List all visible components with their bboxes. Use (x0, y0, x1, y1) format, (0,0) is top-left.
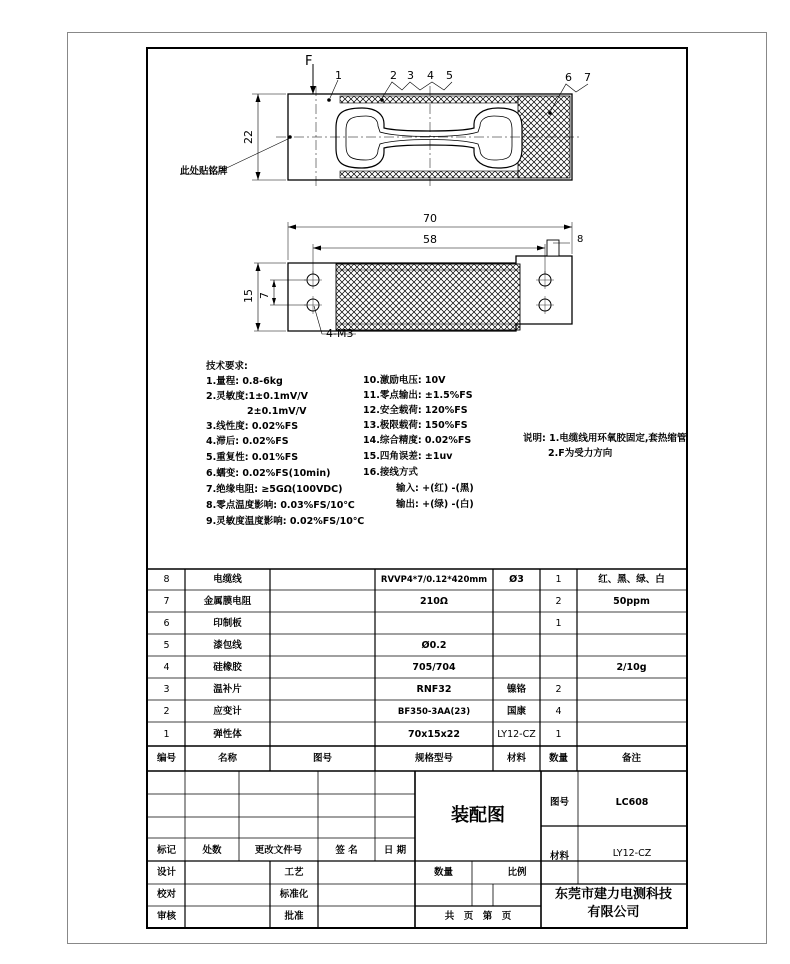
label-approve: 批准 (284, 911, 304, 922)
table-cell: 2/10g (616, 662, 647, 673)
header-no: 编号 (156, 753, 176, 764)
label-quantity: 数量 (433, 867, 453, 878)
table-cell: 镍铬 (506, 684, 526, 695)
dim-height: 22 (242, 130, 255, 144)
table-cell: BF350-3AA(23) (397, 707, 471, 717)
table-cell: 电缆线 (213, 574, 242, 585)
req-16-output: 输出: +(绿) -(白) (396, 499, 474, 510)
table-cell: 7 (163, 596, 170, 607)
req-14: 14.综合精度: 0.02%FS (363, 435, 472, 446)
req-12: 12.安全载荷: 120%FS (363, 405, 468, 416)
table-cell: 705/704 (412, 662, 456, 673)
req-1: 1.量程: 0.8-6kg (206, 376, 283, 387)
table-cell: RVVP4*7/0.12*420mm (380, 575, 488, 585)
label-check: 校对 (156, 889, 176, 900)
label-design: 设计 (156, 867, 176, 878)
req-3: 3.线性度: 0.02%FS (206, 421, 299, 432)
req-16: 16.接线方式 (363, 467, 418, 478)
material-label: 材料 (549, 851, 569, 862)
balloon-2: 2 (390, 69, 397, 82)
table-cell: 漆包线 (213, 640, 242, 651)
header-remark: 备注 (621, 753, 641, 764)
req-2b: 2±0.1mV/V (247, 406, 307, 417)
note-1: 说明: 1.电缆线用环氧胶固定,套热缩管 (523, 433, 687, 444)
header-drawing-no: 图号 (312, 753, 332, 764)
req-4: 4.滞后: 0.02%FS (206, 436, 289, 447)
label-count: 处数 (202, 845, 222, 856)
header-material: 材料 (506, 753, 526, 764)
table-cell: 70x15x22 (408, 729, 460, 740)
sheet-count: 共 页 第 页 (444, 911, 512, 922)
table-cell: 印制板 (213, 618, 242, 629)
table-cell: 硅橡胶 (213, 662, 242, 673)
table-cell: 1 (555, 574, 562, 585)
label-standard: 标准化 (279, 889, 309, 900)
table-cell: Ø0.2 (421, 640, 447, 651)
front-view (180, 64, 588, 188)
table-cell: 金属膜电阻 (203, 596, 252, 607)
nameplate-note: 此处贴铭牌 (180, 166, 228, 177)
table-cell: 1 (555, 729, 562, 740)
balloon-8: 8 (577, 234, 584, 245)
top-view (254, 222, 572, 334)
table-cell: 3 (163, 684, 170, 695)
balloon-6: 6 (565, 71, 572, 84)
table-cell: RNF32 (416, 684, 452, 695)
table-cell: 4 (555, 706, 562, 717)
req-8: 8.零点温度影响: 0.03%FS/10℃ (206, 500, 355, 511)
table-cell: 红、黑、绿、白 (598, 574, 665, 585)
table-cell: 温补片 (213, 684, 242, 695)
header-name: 名称 (217, 753, 237, 764)
req-7: 7.绝缘电阻: ≥5GΩ(100VDC) (206, 484, 343, 495)
label-date: 日 期 (383, 845, 407, 856)
balloon-5: 5 (446, 69, 453, 82)
dim-length: 70 (423, 212, 437, 225)
table-cell: 50ppm (613, 596, 650, 607)
table-cell: 1 (163, 729, 170, 740)
req-6: 6.蠕变: 0.02%FS(10min) (206, 468, 331, 479)
drawing-no-label: 图号 (549, 797, 569, 808)
table-cell: 4 (163, 662, 170, 673)
hole-note: 4-M3 (326, 327, 354, 340)
table-cell: 应变计 (213, 706, 242, 717)
table-cell: 2 (555, 684, 562, 695)
company-name-line1: 东莞市建力电测科技 (554, 887, 672, 902)
requirements-title: 技术要求: (206, 361, 248, 372)
table-cell: 1 (555, 618, 562, 629)
table-cell: LY12-CZ (497, 729, 536, 740)
table-cell: 2 (163, 706, 170, 717)
table-cell: 6 (163, 618, 170, 629)
header-qty: 数量 (548, 753, 568, 764)
label-mark: 标记 (156, 845, 176, 856)
balloon-7: 7 (584, 71, 591, 84)
table-cell: 8 (163, 574, 170, 585)
note-2: 2.F为受力方向 (548, 448, 613, 459)
label-ratio: 比例 (507, 867, 527, 878)
label-process: 工艺 (284, 867, 304, 878)
req-15: 15.四角误差: ±1uv (363, 451, 453, 462)
req-16-input: 输入: +(红) -(黑) (396, 483, 474, 494)
req-10: 10.激励电压: 10V (363, 375, 446, 386)
table-cell: 210Ω (420, 596, 448, 607)
table-cell: Ø3 (509, 574, 524, 585)
force-label: F (305, 54, 313, 69)
dim-width: 15 (242, 289, 255, 303)
req-9: 9.灵敏度温度影响: 0.02%FS/10℃ (206, 516, 365, 527)
dim-hole-gap: 7 (258, 292, 271, 299)
label-sign: 签 名 (335, 845, 358, 856)
drawing-no: LC608 (615, 797, 649, 808)
req-2: 2.灵敏度:1±0.1mV/V (206, 391, 308, 402)
table-cell: 2 (555, 596, 562, 607)
company-name-line2: 有限公司 (587, 905, 640, 920)
header-spec: 规格型号 (414, 753, 453, 764)
drawing-title: 装配图 (451, 805, 505, 826)
balloon-3: 3 (407, 69, 414, 82)
table-cell: 国康 (506, 706, 526, 717)
balloon-4: 4 (427, 69, 434, 82)
req-11: 11.零点输出: ±1.5%FS (363, 390, 473, 401)
material-value: LY12-CZ (612, 848, 652, 859)
balloon-1: 1 (335, 69, 342, 82)
table-cell: 5 (163, 640, 170, 651)
label-change-doc: 更改文件号 (254, 845, 303, 856)
req-5: 5.重复性: 0.01%FS (206, 452, 299, 463)
req-13: 13.极限载荷: 150%FS (363, 420, 468, 431)
table-cell: 弹性体 (213, 729, 242, 740)
label-review: 审核 (156, 911, 176, 922)
dim-hole-span: 58 (423, 233, 437, 246)
